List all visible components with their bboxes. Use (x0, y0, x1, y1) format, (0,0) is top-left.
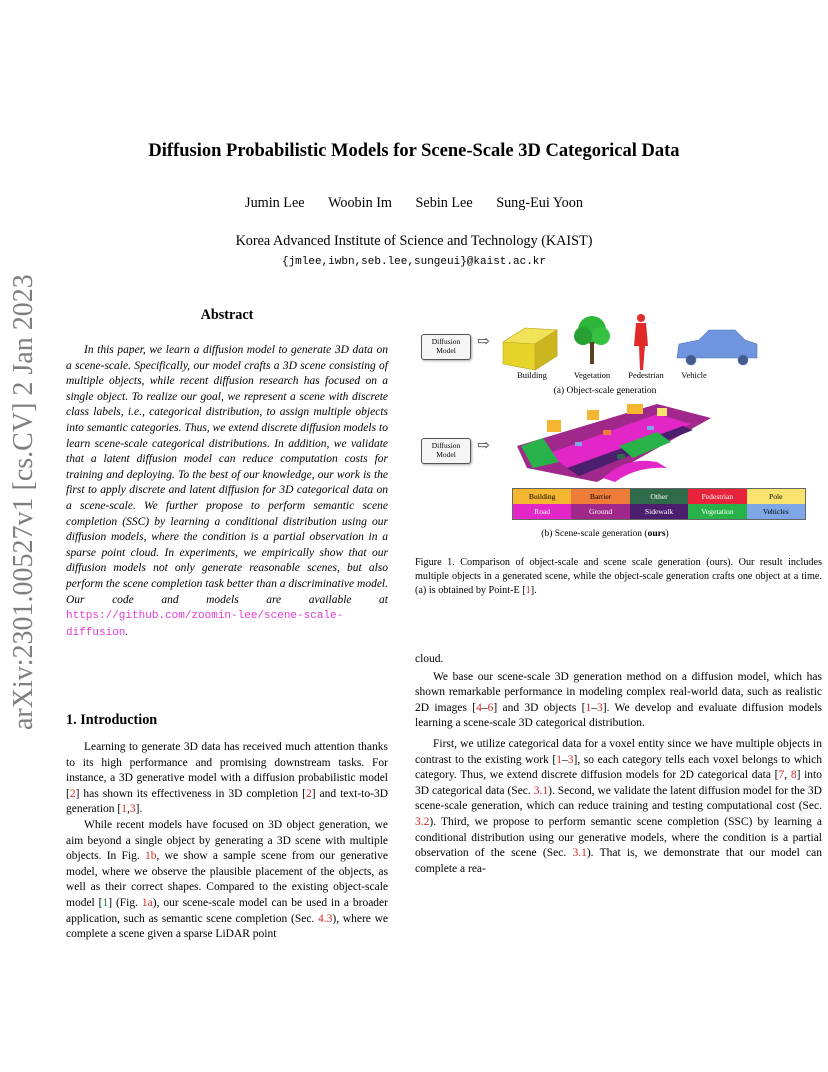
abstract-paragraph (66, 343, 388, 641)
legend-item: Road (513, 504, 571, 519)
continuation-text: cloud. (415, 653, 444, 665)
citation-link[interactable]: 3 (567, 753, 574, 766)
legend-item: Ground (571, 504, 629, 519)
legend-item: Pedestrian (688, 489, 746, 504)
object-label: Vegetation (573, 370, 611, 380)
author: Sung-Eui Yoon (496, 195, 583, 211)
vehicle-sample (677, 330, 757, 365)
author-list (0, 195, 828, 212)
institution: Korea Advanced Institute of Science and Technology (KAIST) (235, 233, 593, 249)
section-link[interactable]: 3.1 (572, 847, 587, 860)
arrow-right-icon: ⇨ (477, 334, 490, 350)
section-link[interactable]: 3.1 (533, 784, 549, 797)
arxiv-identifier: arXiv:2301.00527v1 [cs.CV] 2 Jan 2023 (8, 274, 39, 730)
citation-link[interactable]: 2 (305, 787, 312, 800)
pedestrian-sample (634, 314, 648, 370)
citation-link[interactable]: 1 (556, 753, 562, 766)
object-label: Vehicle (681, 370, 707, 380)
legend-item: Building (513, 489, 571, 504)
citation-link[interactable]: 8 (790, 769, 797, 782)
legend-item: Pole (747, 489, 805, 504)
author: Sebin Lee (415, 195, 473, 211)
citation-link[interactable]: 1 (585, 701, 592, 714)
intro-paragraph-2: While recent models have focused on 3D object generation, we aim beyond a single object by generating a 3D scene with multiple objects. In Fig. 1b, we show a sample scene from our generative model, where we observe the plausible placement of the objects, as well as their correct shapes. Compared to the existing object-scale model [1] (Fig. 1a), our scene-scale model can be used in a broader application, such as semantic scene completion (Sec. 4.3), where we complete a scene given a sparse LiDAR point (66, 818, 389, 941)
building-sample (503, 328, 557, 370)
legend-item: Other (630, 489, 688, 504)
citation-link[interactable]: 6 (487, 701, 494, 714)
citation-link[interactable]: 1 (525, 584, 531, 596)
arrow-right-icon: ⇨ (477, 438, 490, 454)
right-paragraph-2: First, we utilize categorical data for a voxel entity since we have multiple objects in contrast to the existing work [1–3], so each category tells each voxel belongs to which category. Thus, we extend discrete diffusion models for 2D categorical data [7, 8] into 3D categorical data (Sec. 3.1). Second, we validate the latent diffusion model for the 3D scene-scale generation, which can reduce training and testing computational cost (Sec. 3.2). Third, we propose to perform semantic scene completion (SSC) by learning a conditional distribution using our generative models, where the condition is a partial observation of the scene (Sec. 3.1). That is, we demonstrate that our model can complete a rea- (415, 737, 823, 875)
citation-link[interactable]: 1 (102, 896, 109, 909)
diffusion-model-box-b: Diffusion Model (421, 438, 471, 464)
scene-scale-sample (507, 398, 713, 484)
figure-link[interactable]: 1a (141, 896, 153, 909)
abstract-body (66, 343, 388, 641)
figure-1-caption: Figure 1. Comparison of object-scale and scene scale generation (ours). Our result includes multiple objects in a generated scene, while the object-scale generation crafts one object at a time. (a) is obtained by Point-E [1]. (415, 557, 822, 596)
figure-link[interactable]: 1b (145, 850, 157, 863)
citation-link[interactable]: 7 (778, 769, 785, 782)
author: Woobin Im (328, 195, 392, 211)
citation-link[interactable]: 1 (121, 803, 127, 816)
right-paragraph-1: We base our scene-scale 3D generation method on a diffusion model, which has shown remarkable performance in modeling complex real-world data, such as realistic 2D images [4–6] and 3D objects [1–3]. We develop and evaluate diffusion models learning a scene-scale 3D categorical distribution. (415, 670, 822, 730)
section-link[interactable]: 3.2 (415, 815, 430, 828)
abstract-text-end: . (125, 625, 129, 638)
subcaption-a: (a) Object-scale generation (553, 386, 657, 396)
figure-1 (415, 310, 825, 555)
object-label: Pedestrian (628, 370, 664, 380)
code-link[interactable]: https://github.com/zoomin-lee/scene-scale-diffusion (66, 610, 344, 639)
legend-item: Barrier (571, 489, 629, 504)
abstract-text: In this paper, we learn a diffusion model to generate 3D data on a scene-scale. Specifically, our model crafts a 3D scene consisting of multiple objects, while recent diffusion research has focused on a single object. To realize our goal, we represent a scene with discrete class labels, i.e., categorical distribution, to assign multiple objects into semantic categories. Thus, we extend discrete diffusion models to learn scene-scale categorical distributions. In addition, we validate that a latent diffusion model can reduce computation costs for training and deploying. To the best of our knowledge, our work is the first to apply discrete and latent diffusion for 3D categorical data on a scene-scale. We further propose to perform semantic scene completion (SSC) by learning a conditional distribution using our diffusion models, where the condition is a partial observation in a sparse point cloud. In experiments, we empirically show that our diffusion models not only generate reasonable scenes, but also perform the scene completion task better than a discriminative model. Our code and models are available at (66, 344, 388, 606)
vegetation-sample (574, 316, 610, 364)
author-emails: {jmlee,iwbn,seb.lee,sungeui}@kaist.ac.kr (281, 256, 547, 268)
citation-link[interactable]: 3 (129, 803, 136, 816)
scene-legend (512, 488, 806, 520)
legend-item: Vegetation (688, 504, 746, 519)
object-scale-samples (495, 312, 825, 376)
diffusion-model-box-a: Diffusion Model (421, 334, 471, 360)
object-label: Building (517, 370, 547, 380)
paper-title: Diffusion Probabilistic Models for Scene-Scale 3D Categorical Data (148, 141, 680, 161)
right-column-body (415, 652, 822, 877)
citation-link[interactable]: 3 (596, 701, 603, 714)
author: Jumin Lee (245, 195, 305, 211)
legend-item: Vehicles (747, 504, 805, 519)
legend-item: Sidewalk (630, 504, 688, 519)
introduction-body (66, 740, 388, 943)
citation-link[interactable]: 2 (69, 787, 76, 800)
section-heading-introduction: 1. Introduction (66, 712, 158, 728)
citation-link[interactable]: 4 (476, 701, 482, 714)
section-link[interactable]: 4.3 (318, 912, 333, 925)
subcaption-b: (b) Scene-scale generation (ours) (541, 529, 669, 539)
intro-paragraph-1: Learning to generate 3D data has received much attention thanks to its high performance and promising downstream tasks. For instance, a 3D generative model with a diffusion probabilistic model [2] has shown its effectiveness in 3D completion [2] and text-to-3D generation [1,3]. (66, 741, 388, 816)
abstract-heading: Abstract (200, 307, 254, 323)
